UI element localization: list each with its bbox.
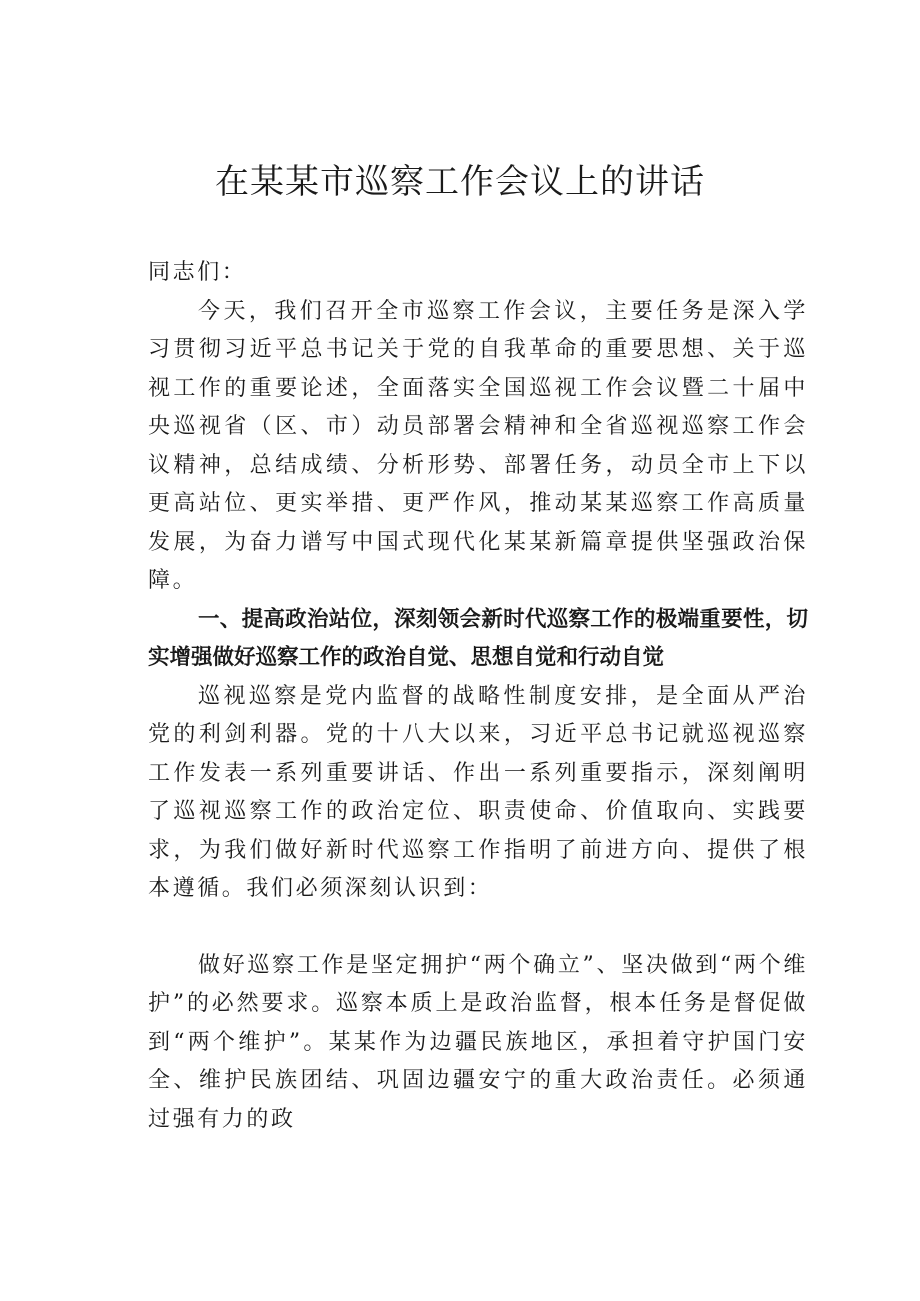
opening-paragraph: 今天，我们召开全市巡察工作会议，主要任务是深入学习贯彻习近平总书记关于党的自我革命的重要思想、关于巡视工作的重要论述，全面落实全国巡视工作会议暨二十届中央巡视省（区、市）动员部署会精神和全省巡视巡察工作会议精神，总结成绩、分析形势、部署任务，动员全市上下以更高站位、更实举措、更严作风，推动某某巡察工作高质量发展，为奋力谱写中国式现代化某某新篇章提供坚强政治保障。 (148, 298, 808, 593)
section-heading: 一、提高政治站位，深刻领会新时代巡察工作的极端重要性，切实增强做好巡察工作的政治自觉、思想自觉和行动自觉 (148, 606, 808, 670)
salutation: 同志们： (148, 260, 247, 285)
document-body (148, 254, 808, 1139)
document-title: 在某某市巡察工作会议上的讲话 (215, 162, 705, 202)
section-paragraph-1: 巡视巡察是党内监督的战略性制度安排，是全面从严治党的利剑利器。党的十八大以来，习近平总书记就巡视巡察工作发表一系列重要讲话、作出一系列重要指示，深刻阐明了巡视巡察工作的政治定位、职责使命、价值取向、实践要求，为我们做好新时代巡察工作指明了前进方向、提供了根本遵循。我们必须深刻认识到： (148, 683, 808, 901)
section-paragraph-2: 做好巡察工作是坚定拥护“两个确立”、坚决做到“两个维护”的必然要求。巡察本质上是政治监督，根本任务是督促做到“两个维护”。某某作为边疆民族地区，承担着守护国门安全、维护民族团结、巩固边疆安宁的重大政治责任。必须通过强有力的政 (148, 952, 808, 1132)
